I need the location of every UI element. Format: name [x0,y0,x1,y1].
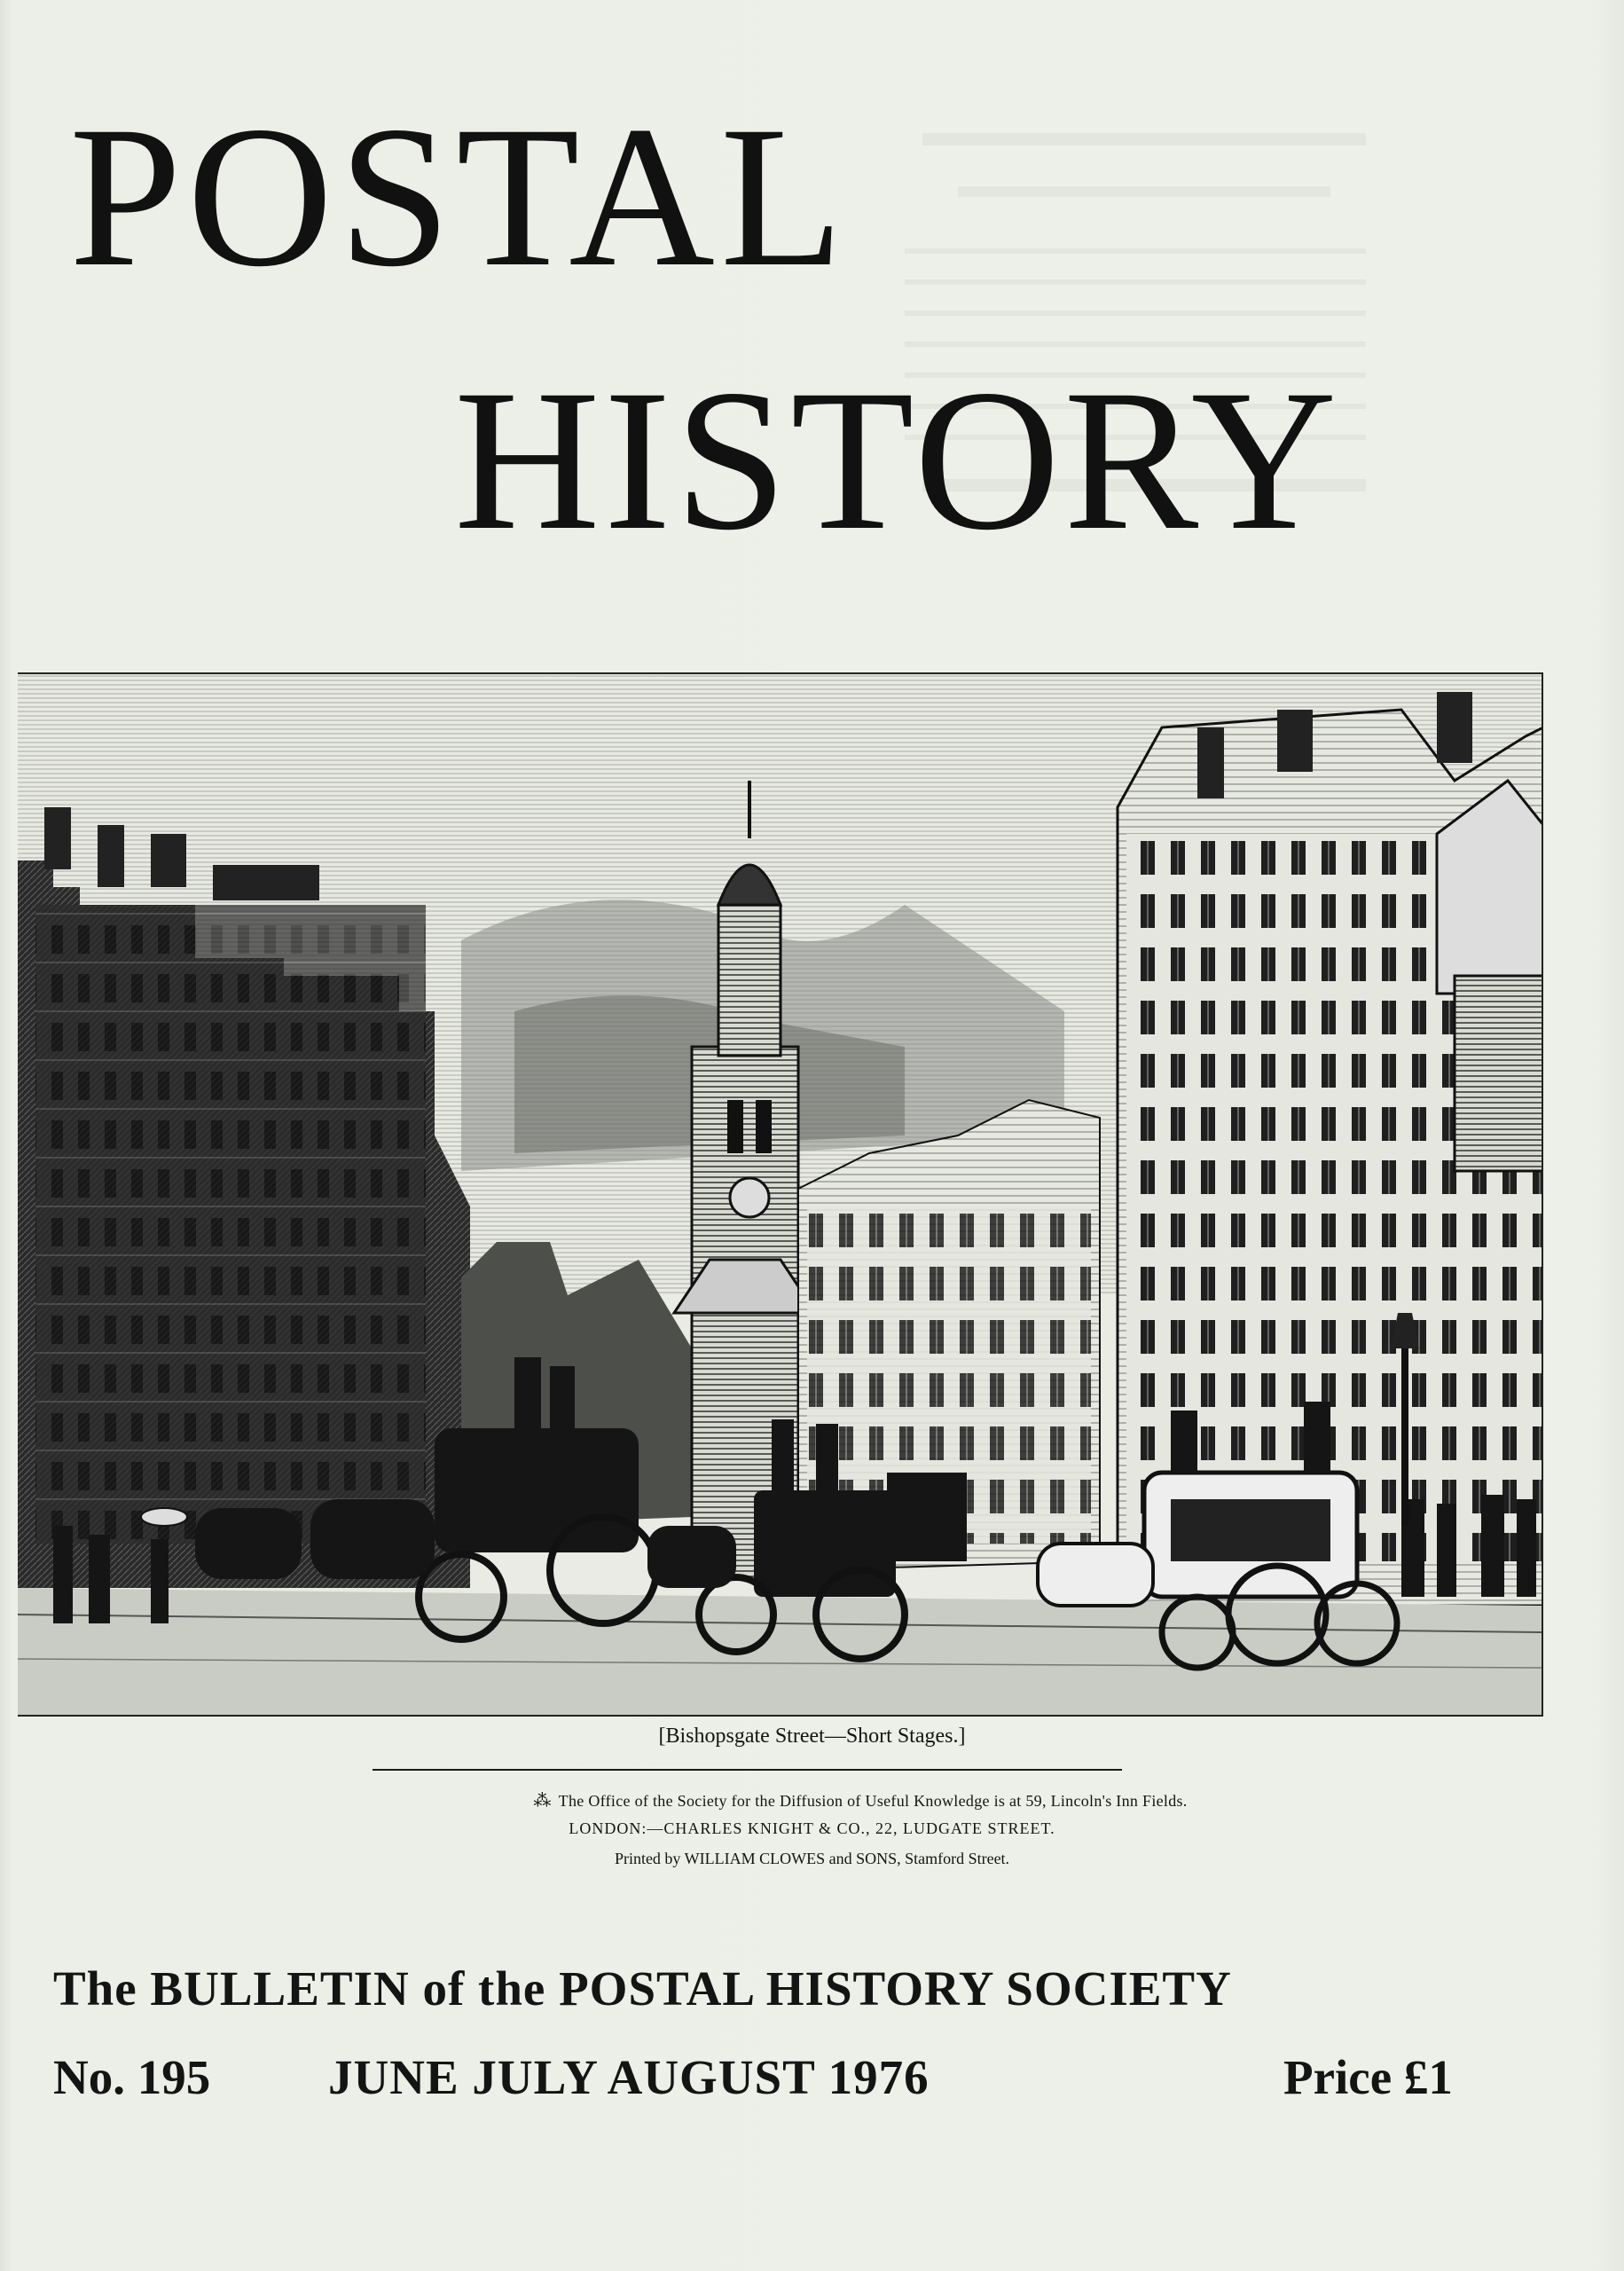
society-office-note [106,1789,1614,1811]
issue-price: Price £1 [1283,2050,1453,2104]
bulletin-title: The BULLETIN of the POSTAL HISTORY SOCIETY [53,1961,1232,2016]
engraving-illustration [18,674,1543,1717]
issue-date: JUNE JULY AUGUST 1976 [328,2050,930,2104]
asterism-mark: ⁂ [533,1791,552,1811]
issue-number: No. 195 [53,2050,211,2104]
engraving-caption: [Bishopsgate Street—Short Stages.] [658,1725,966,1748]
society-office-text: The Office of the Society for the Diffusion of Useful Knowledge is at 59, Lincoln's Inn Fields. [558,1792,1188,1810]
masthead-history: HISTORY [454,349,1341,572]
masthead-postal: POSTAL [69,85,850,309]
publisher-line: LONDON:—CHARLES KNIGHT & CO., 22, LUDGATE STREET. [569,1819,1055,1837]
caption-divider [373,1769,1122,1771]
printer-line: Printed by WILLIAM CLOWES and SONS, Stamford Street. [614,1850,1010,1867]
street-engraving [18,672,1543,1717]
